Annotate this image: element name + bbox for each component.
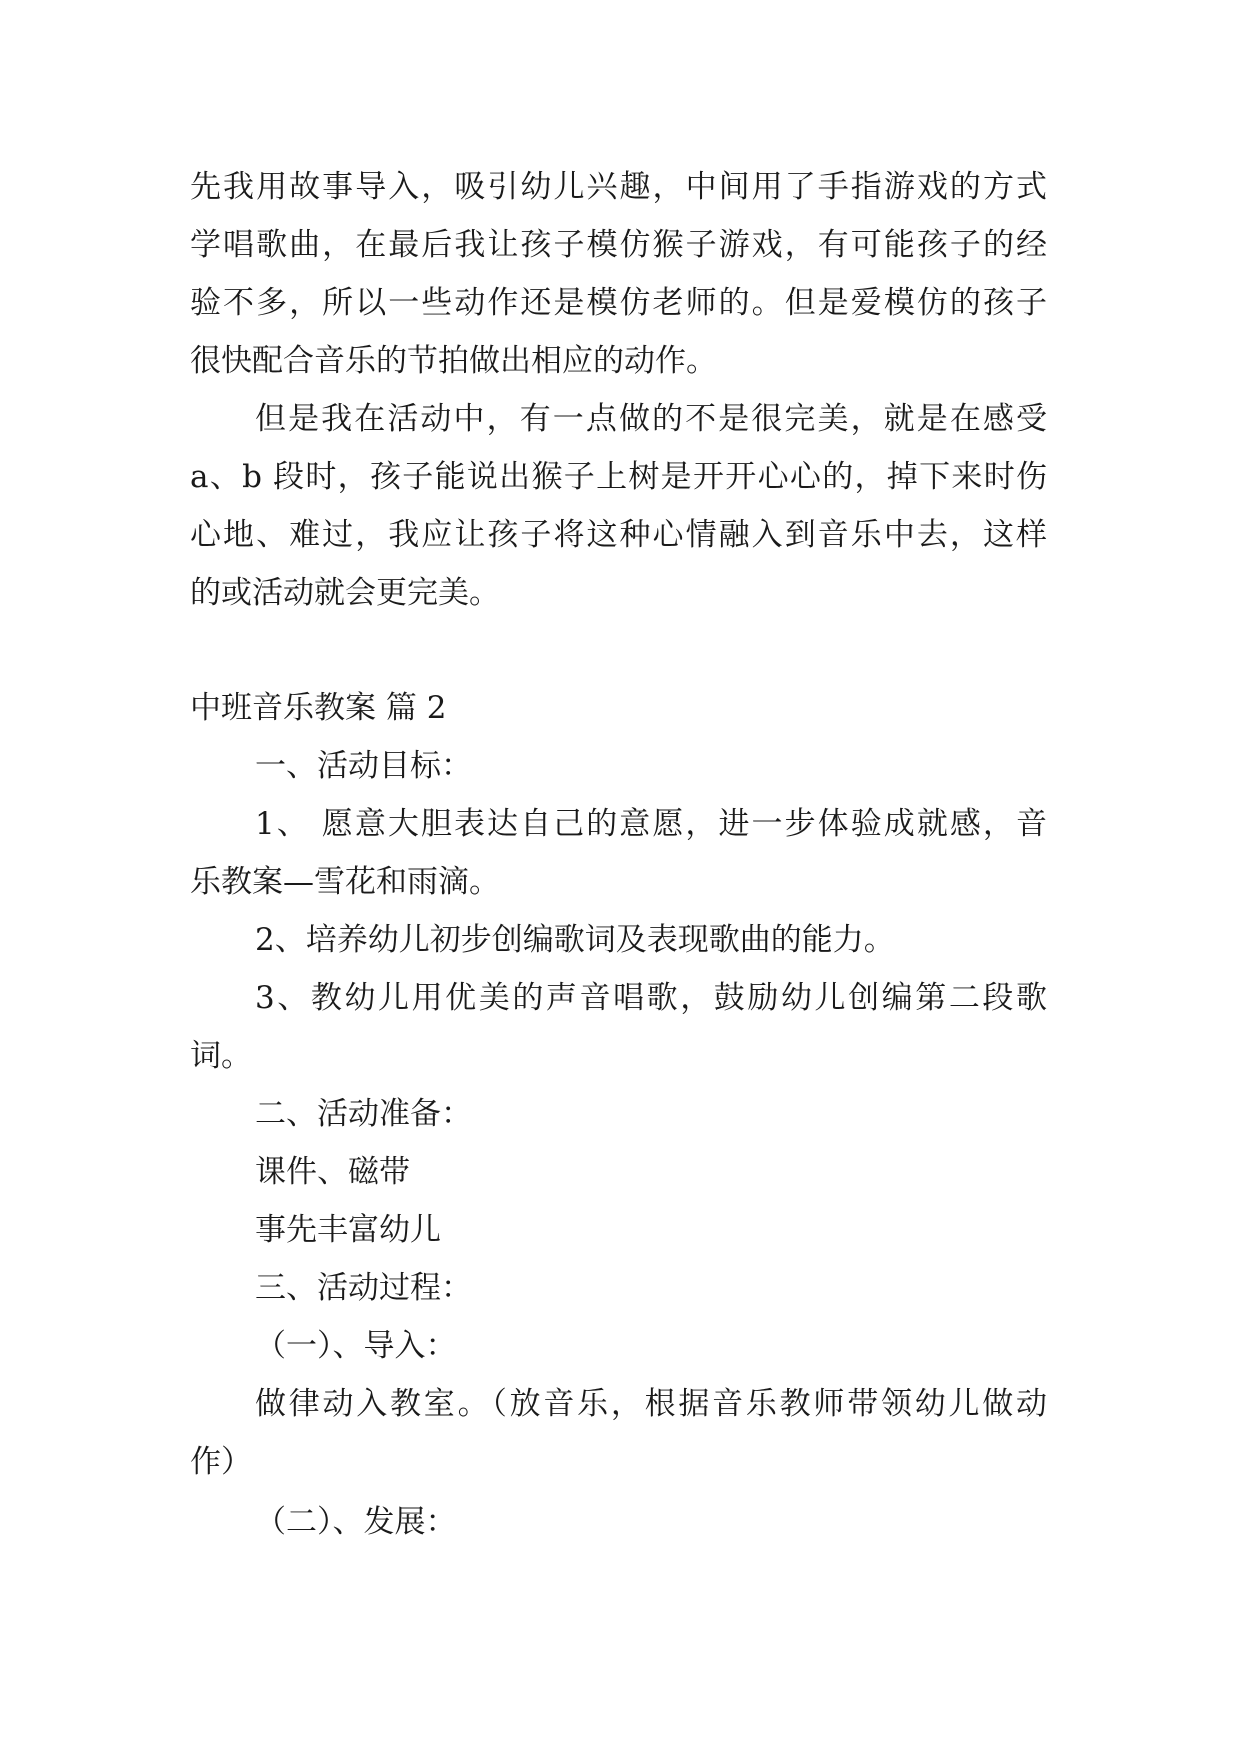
list-item-continuation: 词。	[190, 1038, 252, 1074]
body-text-line: 心地、难过，我应让孩子将这种心情融入到音乐中去，这样	[190, 517, 1047, 553]
body-text-line: 先我用故事导入，吸引幼儿兴趣，中间用了手指游戏的方式	[190, 169, 1047, 205]
subheading: 二、活动准备：	[255, 1096, 472, 1132]
body-text-line: 事先丰富幼儿	[255, 1212, 441, 1248]
body-text-line: 的或活动就会更完美。	[190, 575, 500, 611]
body-text-line: 但是我在活动中，有一点做的不是很完美，就是在感受	[255, 401, 1047, 437]
body-text-line: 学唱歌曲，在最后我让孩子模仿猴子游戏，有可能孩子的经	[190, 227, 1047, 263]
section-heading: 中班音乐教案 篇 2	[190, 690, 447, 726]
step-heading: （一）、导入：	[255, 1328, 457, 1364]
body-text-line: a、b 段时，孩子能说出猴子上树是开开心心的，掉下来时伤	[190, 459, 1047, 495]
body-text-line: 作）	[190, 1444, 252, 1480]
body-text-line: 验不多，所以一些动作还是模仿老师的。但是爱模仿的孩子	[190, 285, 1047, 321]
body-text-line: 做律动入教室。（放音乐，根据音乐教师带领幼儿做动	[255, 1386, 1047, 1422]
step-heading: （二）、发展：	[255, 1504, 457, 1540]
body-text-line: 课件、磁带	[255, 1154, 410, 1190]
subheading: 三、活动过程：	[255, 1270, 472, 1306]
list-item-continuation: 乐教案—雪花和雨滴。	[190, 864, 500, 900]
body-text-line: 很快配合音乐的节拍做出相应的动作。	[190, 343, 717, 379]
subheading: 一、活动目标：	[255, 748, 472, 784]
list-item: 2、培养幼儿初步创编歌词及表现歌曲的能力。	[255, 922, 895, 958]
list-item: 3、教幼儿用优美的声音唱歌，鼓励幼儿创编第二段歌	[255, 980, 1047, 1016]
list-item: 1、 愿意大胆表达自己的意愿，进一步体验成就感，音	[255, 806, 1047, 842]
